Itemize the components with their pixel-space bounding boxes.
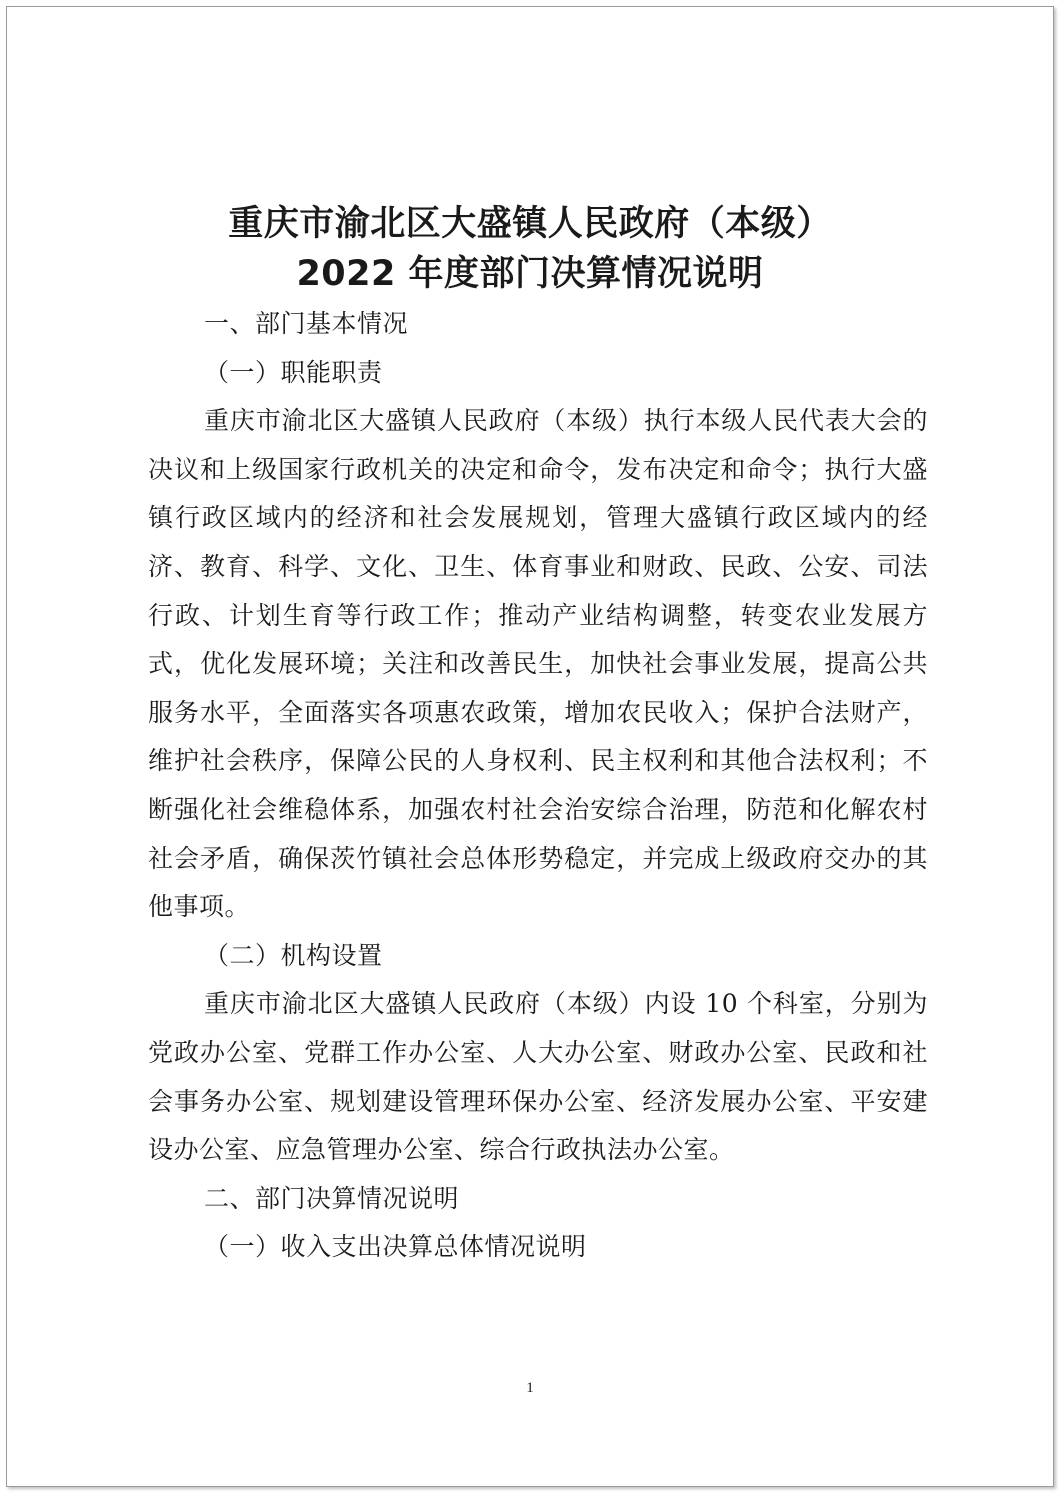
- page-number: 1: [526, 1380, 534, 1396]
- document-title-line-2: 2022 年度部门决算情况说明: [296, 254, 764, 294]
- subsection-heading-duties: （一）职能职责: [204, 357, 383, 387]
- document-title-line-1: 重庆市渝北区大盛镇人民政府（本级）: [228, 204, 832, 244]
- subsection-heading-revenue-expenditure: （一）收入支出决算总体情况说明: [204, 1232, 587, 1262]
- document-body: [148, 300, 928, 1272]
- section-heading-final-accounts: 二、部门决算情况说明: [204, 1183, 460, 1213]
- paragraph-organization: 重庆市渝北区大盛镇人民政府（本级）内设 10 个科室，分别为党政办公室、党群工作办公室、人大办公室、财政办公室、民政和社会事务办公室、规划建设管理环保办公室、经济发展办公室、平安建设办公室、应急管理办公室、综合行政执法办公室。: [148, 989, 928, 1165]
- paragraph-duties: 重庆市渝北区大盛镇人民政府（本级）执行本级人民代表大会的决议和上级国家行政机关的决定和命令，发布决定和命令；执行大盛镇行政区域内的经济和社会发展规划，管理大盛镇行政区域内的经济、教育、科学、文化、卫生、体育事业和财政、民政、公安、司法行政、计划生育等行政工作；推动产业结构调整，转变农业发展方式，优化发展环境；关注和改善民生，加快社会事业发展，提高公共服务水平，全面落实各项惠农政策，增加农民收入；保护合法财产，维护社会秩序，保障公民的人身权利、民主权利和其他合法权利；不断强化社会维稳体系，加强农村社会治安综合治理，防范和化解农村社会矛盾，确保茨竹镇社会总体形势稳定，并完成上级政府交办的其他事项。: [148, 406, 928, 922]
- subsection-heading-organization: （二）机构设置: [204, 940, 383, 970]
- section-heading-basic-info: 一、部门基本情况: [204, 309, 409, 338]
